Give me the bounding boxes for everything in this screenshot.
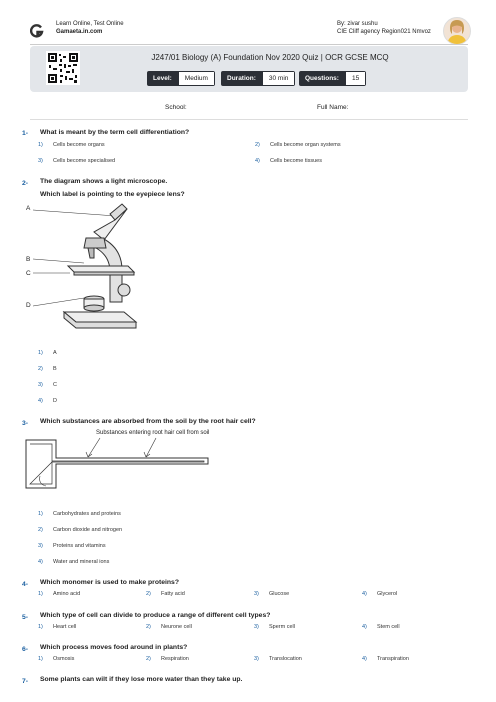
question-number: 3- bbox=[22, 420, 29, 427]
site-logo bbox=[30, 24, 44, 38]
site-tagline: Learn Online, Test Online bbox=[56, 21, 124, 27]
option-number: 4) bbox=[362, 624, 367, 630]
option-text[interactable]: Neurone cell bbox=[161, 624, 192, 630]
form-divider bbox=[30, 119, 468, 120]
option-number: 1) bbox=[38, 142, 43, 148]
option-text[interactable]: Cells become tissues bbox=[270, 158, 322, 164]
option-number: 3) bbox=[38, 543, 43, 549]
qr-code-icon[interactable] bbox=[46, 51, 80, 85]
root-hair-cell-diagram bbox=[20, 436, 214, 496]
option-text[interactable]: Cells become specialised bbox=[53, 158, 116, 164]
question-number: 2- bbox=[22, 180, 29, 187]
option-number: 4) bbox=[362, 591, 367, 597]
option-number: 3) bbox=[254, 656, 259, 662]
level-chip bbox=[147, 71, 215, 86]
question-text: Which substances are absorbed from the soil by the root hair cell? bbox=[40, 418, 256, 425]
option-number: 2) bbox=[38, 527, 43, 533]
level-label: Level: bbox=[147, 71, 178, 86]
duration-chip bbox=[221, 71, 295, 86]
option-text[interactable]: B bbox=[53, 366, 57, 372]
question-text: Which label is pointing to the eyepiece lens? bbox=[40, 191, 185, 198]
option-number: 2) bbox=[146, 591, 151, 597]
option-text[interactable]: Heart cell bbox=[53, 624, 77, 630]
option-number: 1) bbox=[38, 511, 43, 517]
question-text: Which monomer is used to make proteins? bbox=[40, 579, 179, 586]
header-divider bbox=[30, 44, 468, 45]
option-text[interactable]: D bbox=[53, 398, 57, 404]
option-number: 1) bbox=[38, 591, 43, 597]
option-number: 1) bbox=[38, 350, 43, 356]
author-avatar bbox=[443, 17, 471, 45]
option-number: 1) bbox=[38, 624, 43, 630]
option-text[interactable]: Water and mineral ions bbox=[53, 559, 110, 565]
option-number: 2) bbox=[255, 142, 260, 148]
option-text[interactable]: Glycerol bbox=[377, 591, 398, 597]
option-number: 4) bbox=[38, 398, 43, 404]
option-number: 2) bbox=[38, 366, 43, 372]
question-number: 6- bbox=[22, 646, 29, 653]
option-text[interactable]: Amino acid bbox=[53, 591, 81, 597]
option-number: 3) bbox=[38, 158, 43, 164]
option-text[interactable]: Proteins and vitamins bbox=[53, 543, 106, 549]
questions-label: Questions: bbox=[299, 71, 345, 86]
option-text[interactable]: Cells become organs bbox=[53, 142, 105, 148]
option-text[interactable]: C bbox=[53, 382, 57, 388]
quiz-title: J247/01 Biology (A) Foundation Nov 2020 Quiz | OCR GCSE MCQ bbox=[151, 53, 389, 62]
question-text: What is meant by the term cell differentiation? bbox=[40, 129, 190, 136]
header-left bbox=[56, 20, 124, 36]
option-text[interactable]: A bbox=[53, 350, 57, 356]
question-number: 4- bbox=[22, 581, 29, 588]
questions-value: 15 bbox=[345, 71, 366, 86]
option-number: 3) bbox=[254, 591, 259, 597]
option-number: 3) bbox=[38, 382, 43, 388]
author: By: zivar sushu bbox=[337, 21, 378, 27]
question-text: Which process moves food around in plants? bbox=[40, 644, 188, 651]
diagram-label-b: B bbox=[26, 256, 31, 263]
option-number: 2) bbox=[146, 624, 151, 630]
diagram-caption: Substances entering root hair cell from soil bbox=[96, 430, 210, 436]
option-text[interactable]: Glucose bbox=[269, 591, 290, 597]
diagram-label-c: C bbox=[26, 270, 31, 277]
option-text[interactable]: Respiration bbox=[161, 656, 189, 662]
author-org: CIE Cliff agency Region021 Nmvoz bbox=[337, 29, 431, 35]
level-value: Medium bbox=[178, 71, 215, 86]
question-preamble: The diagram shows a light microscope. bbox=[40, 178, 168, 185]
option-number: 4) bbox=[362, 656, 367, 662]
option-text[interactable]: Translocation bbox=[269, 656, 302, 662]
option-number: 4) bbox=[38, 559, 43, 565]
site-name[interactable]: Gamaeta.in.com bbox=[56, 29, 103, 35]
duration-label: Duration: bbox=[221, 71, 262, 86]
option-text[interactable]: Stem cell bbox=[377, 624, 400, 630]
option-text[interactable]: Cells become organ systems bbox=[270, 142, 341, 148]
option-text[interactable]: Sperm cell bbox=[269, 624, 295, 630]
question-number: 1- bbox=[22, 130, 29, 137]
microscope-diagram bbox=[24, 200, 144, 340]
option-text[interactable]: Carbon dioxide and nitrogen bbox=[53, 527, 123, 533]
option-text[interactable]: Transpiration bbox=[377, 656, 409, 662]
diagram-label-d: D bbox=[26, 302, 31, 309]
option-number: 3) bbox=[254, 624, 259, 630]
question-text: Which type of cell can divide to produce a range of different cell types? bbox=[40, 612, 271, 619]
option-number: 2) bbox=[146, 656, 151, 662]
option-number: 4) bbox=[255, 158, 260, 164]
option-text[interactable]: Carbohydrates and proteins bbox=[53, 511, 121, 517]
question-number: 7- bbox=[22, 678, 29, 685]
question-number: 5- bbox=[22, 614, 29, 621]
option-text[interactable]: Osmosis bbox=[53, 656, 75, 662]
full-name-field-label[interactable]: Full Name: bbox=[317, 104, 349, 111]
question-text: Some plants can wilt if they lose more water than they take up. bbox=[40, 676, 243, 683]
duration-value: 30 min bbox=[262, 71, 296, 86]
option-number: 1) bbox=[38, 656, 43, 662]
diagram-label-a: A bbox=[26, 205, 31, 212]
school-field-label[interactable]: School: bbox=[165, 104, 187, 111]
option-text[interactable]: Fatty acid bbox=[161, 591, 185, 597]
header-right bbox=[337, 20, 431, 36]
questions-chip bbox=[299, 71, 366, 86]
